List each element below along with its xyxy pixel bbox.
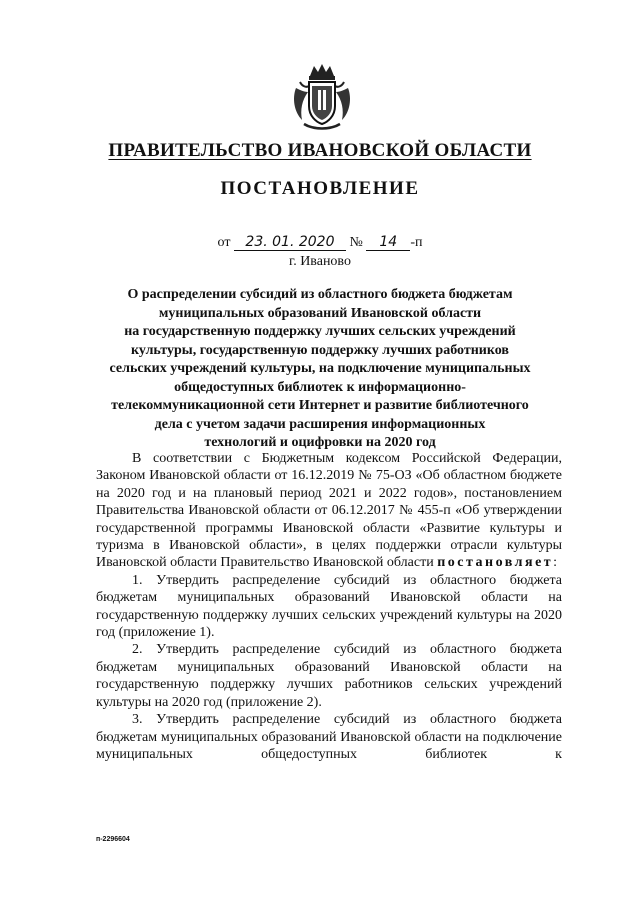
title-line: технологий и оцифровки на 2020 год [204,435,436,450]
title-line: муниципальных образований Ивановской области [158,305,482,321]
title-line: общедоступных библиотек к информационно- [174,379,466,395]
document-body [96,450,562,763]
item-2: 2. Утвердить распределение субсидий из областного бюджета бюджетам муниципальных образований Ивановской области на государственную поддержку лучших работников сельских учреждений культуры на 2020 год (приложение 2). [96,642,562,710]
document-date: 23. 01. 2020 [234,235,346,251]
from-prefix: от [217,235,231,250]
date-number-line [60,235,580,251]
number-sign: № [349,235,363,250]
preamble-paragraph [96,450,562,572]
resolves-colon: : [553,555,558,571]
organization-name: ПРАВИТЕЛЬСТВО ИВАНОВСКОЙ ОБЛАСТИ [108,140,532,161]
title-line: на государственную поддержку лучших сельских учреждений [124,324,516,339]
item-3: 3. Утвердить распределение субсидий из областного бюджета бюджетам муниципальных образований Ивановской области на подключение муниципальных общедоступных библиотек к [96,712,562,762]
item-1: 1. Утвердить распределение субсидий из областного бюджета бюджетам муниципальных образований Ивановской области на государственную поддержку лучших сельских учреждений культуры на 2020 год (приложение 1). [96,572,562,641]
document-id: п-2296604 [96,836,130,843]
preamble-text: В соответствии с Бюджетным кодексом Российской Федерации, Законом Ивановской области от 16.12.2019 № 75-ОЗ «Об областном бюджете на 2020 год и на плановый период 2021 и 2022 годов», постановлением Правительства Ивановской области от 06.12.2017 № 455-п «Об утверждении государственной программы Ивановской области «Развитие культуры и туризма в Ивановской области», в целях поддержки отрасли культуры Ивановской области Правительство Ивановской области [96,451,562,571]
title-line: сельских учреждений культуры, на подключение муниципальных [109,361,531,376]
title-line: дела с учетом задачи расширения информационных [154,416,486,432]
number-suffix: -п [410,235,423,250]
coat-of-arms-icon [290,62,354,132]
title-line: телекоммуникационной сети Интернет и развитие библиотечного [111,398,529,413]
city-name: г. Иваново [289,254,351,269]
document-title [92,286,548,453]
title-line: культуры, государственную поддержку лучших работников [131,342,509,358]
document-number: 14 [366,235,410,251]
title-line: О распределении субсидий из областного бюджета бюджетам [127,287,513,302]
document-type: ПОСТАНОВЛЕНИЕ [220,178,420,199]
resolves-word: постановляет [437,555,554,571]
